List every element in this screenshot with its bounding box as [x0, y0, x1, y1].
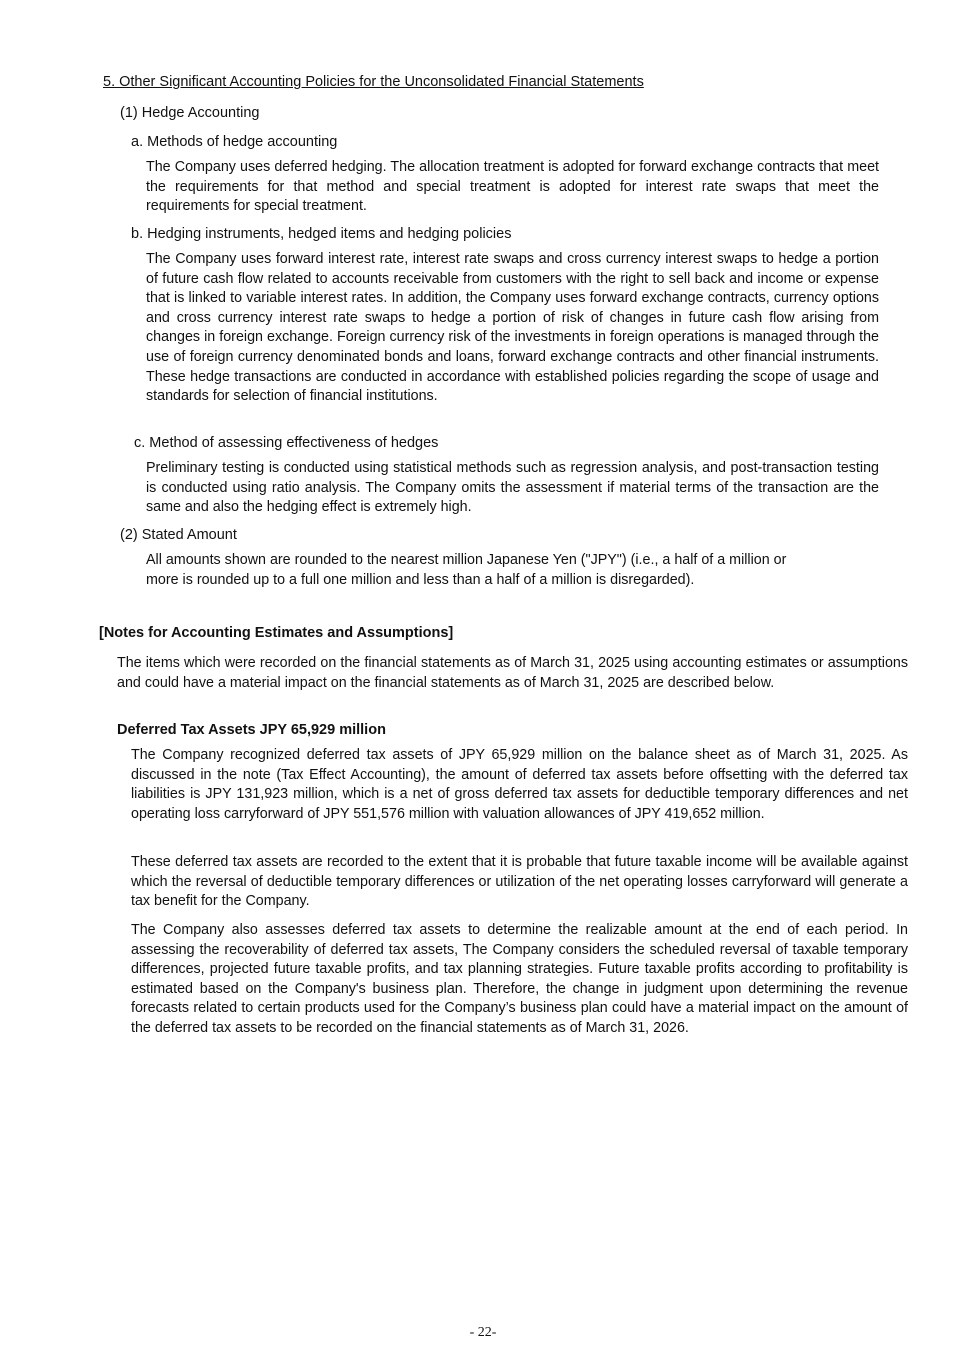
hedge-accounting-label: (1) Hedge Accounting: [120, 105, 260, 121]
notes-heading: [Notes for Accounting Estimates and Assumptions]: [99, 625, 454, 641]
paragraph-hedging-instruments: The Company uses forward interest rate, interest rate swaps and cross currency interest swaps to hedge a portion of future cash flow related to accounts receivable from customers with the right to sell back and income or expense that is linked to variable interest rates. In addition, the Company uses forward exchange contracts, currency options and cross currency interest rate swaps to hedge a portion of risk of changes in future cash flow arising from changes in foreign exchange. Foreign currency risk of the investments in foreign operations is managed through the use of foreign currency denominated bonds and loans, forward exchange contracts and other financial instruments. These hedge transactions are conducted in accordance with established policies regarding the scope of usage and standards for selection of financial institutions.: [146, 251, 879, 405]
paragraph-assessing-effectiveness: Preliminary testing is conducted using statistical methods such as regression analysis, and post-transaction testing is conducted using ratio analysis. The Company omits the assessment if material terms of the transaction are the same and also the hedging effect is extremely high.: [146, 460, 879, 516]
subheading-hedging-instruments: b. Hedging instruments, hedged items and hedging policies: [131, 226, 512, 242]
paragraph-dta-1: The Company recognized deferred tax assets of JPY 65,929 million on the balance sheet as of March 31, 2025. As discussed in the note (Tax Effect Accounting), the amount of deferred tax assets before offsetting with the deferred tax liabilities is JPY 131,923 million, which is a net of gross deferred tax assets for deductible temporary differences and net operating loss carryforward of JPY 551,576 million with valuation allowances of JPY 419,652 million.: [131, 747, 908, 822]
stated-amount-line-1: All amounts shown are rounded to the nearest million Japanese Yen ("JPY") (i.e., a half of a million or: [146, 552, 787, 568]
stated-amount-label: (2) Stated Amount: [120, 527, 237, 543]
subheading-assessing-effectiveness: c. Method of assessing effectiveness of hedges: [134, 435, 439, 451]
paragraph-methods-of-hedge-accounting: The Company uses deferred hedging. The allocation treatment is adopted for forward exchange contracts that meet the requirements for that method and special treatment is adopted for interest rate swaps that meet the requirements for special treatment.: [146, 159, 879, 215]
paragraph-dta-3: The Company also assesses deferred tax assets to determine the realizable amount at the end of each period. In assessing the recoverability of deferred tax assets, The Company considers the scheduled reversal of taxable temporary differences, projected future taxable profits, and tax planning strategies. Future taxable profits according to profitability is estimated based on the Company's business plan. Therefore, the change in judgment upon determining the revenue forecasts related to certain products used for the Company’s business plan could have a material impact on the amount of the deferred tax assets to be recorded on the financial statements as of March 31, 2026.: [131, 922, 908, 1036]
paragraph-notes-intro: The items which were recorded on the financial statements as of March 31, 2025 using accounting estimates or assumptions and could have a material impact on the financial statements as of March 31, 2025 are described below.: [117, 655, 908, 691]
deferred-tax-assets-heading: Deferred Tax Assets JPY 65,929 million: [117, 722, 386, 738]
page-number: - 22-: [469, 1325, 497, 1340]
subheading-methods-of-hedge-accounting: a. Methods of hedge accounting: [131, 134, 338, 150]
section-title: 5. Other Significant Accounting Policies for the Unconsolidated Financial Statements: [103, 74, 644, 90]
paragraph-stated-amount: [146, 551, 906, 590]
paragraph-dta-2: These deferred tax assets are recorded to the extent that it is probable that future taxable income will be available against which the reversal of deductible temporary differences or utilization of the net operating losses carryforward will generate a tax benefit for the Company.: [131, 854, 908, 910]
stated-amount-line-2: more is rounded up to a full one million and less than a half of a million is disregarded).: [146, 571, 695, 588]
